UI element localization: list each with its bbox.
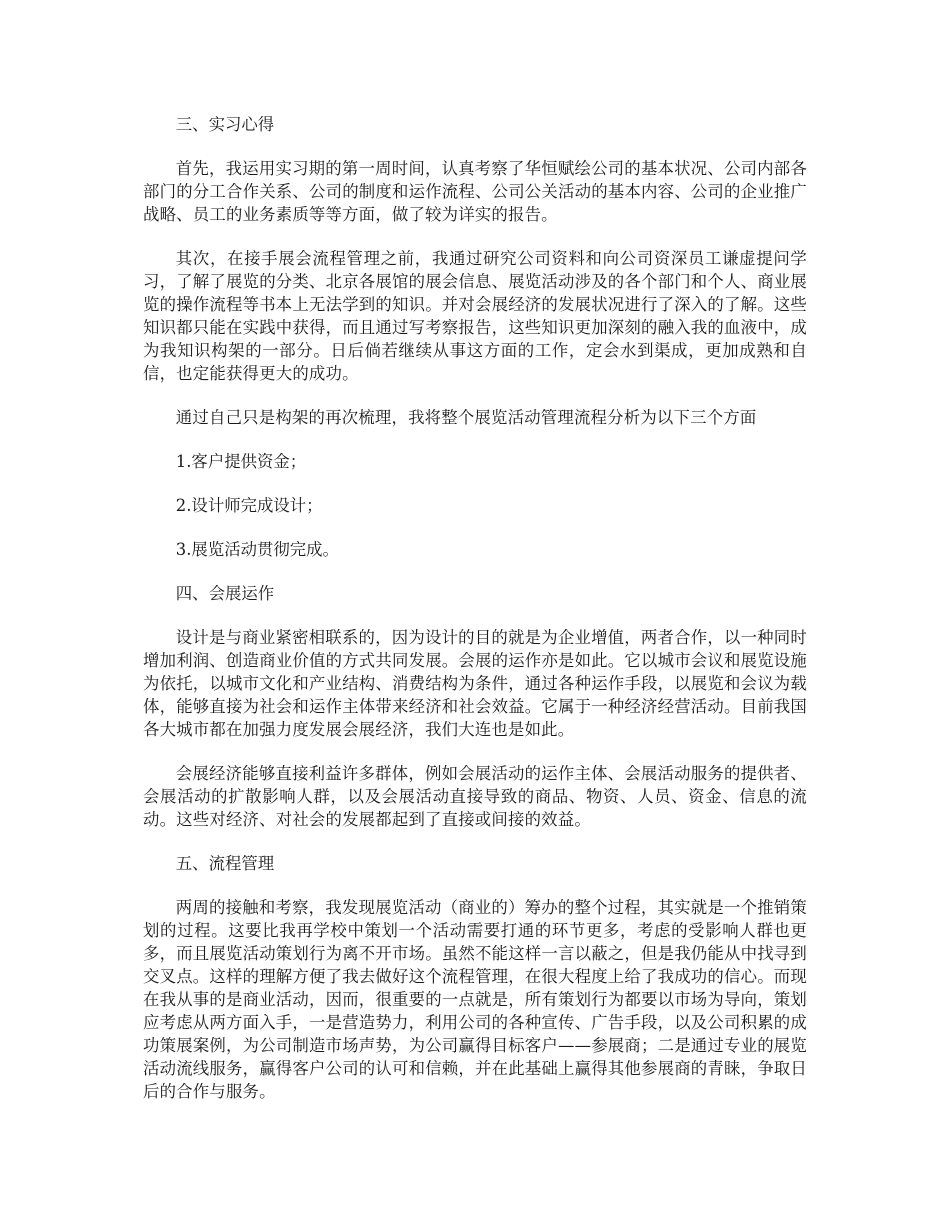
- paragraph: 两周的接触和考察，我发现展览活动（商业的）筹办的整个过程，其实就是一个推销策划的过程。这要比我再学校中策划一个活动需要打通的环节更多，考虑的受影响人群也更多，而且展览活动策划行为离不开市场。虽然不能这样一言以蔽之，但是我仍能从中找寻到交叉点。这样的理解方便了我去做好这个流程管理，在很大程度上给了我成功的信心。而现在我从事的是商业活动，因而，很重要的一点就是，所有策划行为都要以市场为导向，策划应考虑从两方面入手，一是营造势力，利用公司的各种宣传、广告手段，以及公司积累的成功策展案例，为公司制造市场声势，为公司赢得目标客户——参展商；二是通过专业的展览活动流线服务，赢得客户公司的认可和信赖，并在此基础上赢得其他参展商的青睐，争取日后的合作与服务。: [143, 898, 807, 1101]
- paragraph: 设计是与商业紧密相联系的，因为设计的目的就是为企业增值，两者合作，以一种同时增加利润、创造商业价值的方式共同发展。会展的运作亦是如此。它以城市会议和展览设施为依托，以城市文化和产业结构、消费结构为条件，通过各种运作手段，以展览和会议为载体，能够直接为社会和运作主体带来经济和社会效益。它属于一种经济经营活动。目前我国各大城市都在加强力度发展会展经济，我们大连也是如此。: [143, 628, 807, 739]
- list-item: 2.设计师完成设计；: [175, 496, 323, 515]
- paragraph: 首先，我运用实习期的第一周时间，认真考察了华恒赋绘公司的基本状况、公司内部各部门的分工合作关系、公司的制度和运作流程、公司公关活动的基本内容、公司的企业推广战略、员工的业务素质等等方面，做了较为详实的报告。: [143, 159, 807, 224]
- paragraph: 通过自己只是构架的再次梳理，我将整个展览活动管理流程分析为以下三个方面: [175, 408, 757, 427]
- list-item: 1.客户提供资金；: [175, 452, 307, 471]
- document-page: [143, 113, 807, 1124]
- section-heading-5: 五、流程管理: [175, 854, 275, 873]
- list-item: 3.展览活动贯彻完成。: [175, 540, 339, 559]
- section-heading-4: 四、会展运作: [175, 584, 275, 603]
- paragraph: 会展经济能够直接利益许多群体，例如会展活动的运作主体、会展活动服务的提供者、会展活动的扩散影响人群，以及会展活动直接导致的商品、物资、人员、资金、信息的流动。这些对经济、对社会的发展都起到了直接或间接的效益。: [143, 764, 807, 829]
- section-heading-3: 三、实习心得: [175, 115, 275, 134]
- paragraph: 其次，在接手展会流程管理之前，我通过研究公司资料和向公司资深员工谦虚提问学习，了解了展览的分类、北京各展馆的展会信息、展览活动涉及的各个部门和个人、商业展览的操作流程等书本上无法学到的知识。并对会展经济的发展状况进行了深入的了解。这些知识都只能在实践中获得，而且通过写考察报告，这些知识更加深刻的融入我的血液中，成为我知识构架的一部分。日后倘若继续从事这方面的工作，定会水到渠成，更加成熟和自信，也定能获得更大的成功。: [143, 249, 807, 383]
